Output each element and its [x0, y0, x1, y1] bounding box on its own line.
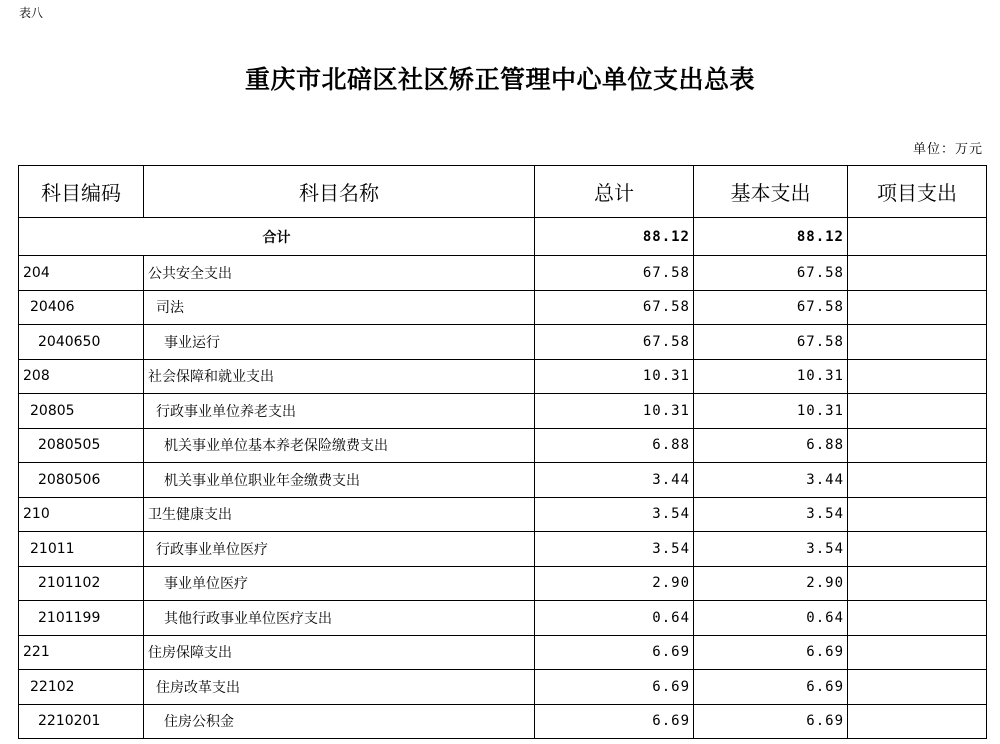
header-project: 项目支出 [848, 166, 987, 218]
cell-project [848, 428, 987, 463]
cell-code: 21011 [19, 532, 144, 567]
page-title: 重庆市北碚区社区矫正管理中心单位支出总表 [244, 65, 755, 94]
cell-code: 210 [19, 497, 144, 532]
table-row [19, 532, 987, 567]
cell-total: 6.69 [535, 704, 694, 739]
cell-basic: 6.69 [694, 670, 848, 705]
table-row [19, 566, 987, 601]
cell-total: 0.64 [535, 601, 694, 636]
cell-code: 2101102 [19, 566, 144, 601]
cell-total: 6.69 [535, 635, 694, 670]
table-row [19, 290, 987, 325]
cell-basic: 3.54 [694, 497, 848, 532]
cell-name: 公共安全支出 [144, 256, 535, 291]
cell-total: 67.58 [535, 290, 694, 325]
cell-name: 社会保障和就业支出 [144, 359, 535, 394]
cell-project [848, 497, 987, 532]
cell-basic: 0.64 [694, 601, 848, 636]
cell-basic: 10.31 [694, 394, 848, 429]
total-total: 88.12 [535, 218, 694, 256]
header-total: 总计 [535, 166, 694, 218]
total-row [19, 218, 987, 256]
cell-project [848, 532, 987, 567]
cell-basic: 3.44 [694, 463, 848, 498]
cell-project [848, 256, 987, 291]
cell-total: 67.58 [535, 256, 694, 291]
expenditure-table [18, 165, 987, 739]
table-number-label: 表八 [19, 6, 44, 20]
header-basic: 基本支出 [694, 166, 848, 218]
cell-code: 20406 [19, 290, 144, 325]
cell-name: 行政事业单位养老支出 [144, 394, 535, 429]
cell-total: 3.54 [535, 532, 694, 567]
cell-total: 6.69 [535, 670, 694, 705]
cell-name: 卫生健康支出 [144, 497, 535, 532]
cell-total: 2.90 [535, 566, 694, 601]
cell-name: 住房改革支出 [144, 670, 535, 705]
cell-project [848, 463, 987, 498]
cell-project [848, 704, 987, 739]
cell-total: 3.54 [535, 497, 694, 532]
cell-name: 事业单位医疗 [144, 566, 535, 601]
header-name: 科目名称 [144, 166, 535, 218]
cell-code: 2101199 [19, 601, 144, 636]
cell-code: 2080506 [19, 463, 144, 498]
cell-project [848, 290, 987, 325]
table-row [19, 463, 987, 498]
cell-basic: 6.69 [694, 635, 848, 670]
cell-project [848, 670, 987, 705]
cell-project [848, 325, 987, 360]
cell-name: 住房公积金 [144, 704, 535, 739]
cell-code: 208 [19, 359, 144, 394]
cell-code: 2080505 [19, 428, 144, 463]
cell-code: 2040650 [19, 325, 144, 360]
cell-code: 20805 [19, 394, 144, 429]
table-row [19, 256, 987, 291]
table-row [19, 601, 987, 636]
cell-name: 行政事业单位医疗 [144, 532, 535, 567]
cell-code: 2210201 [19, 704, 144, 739]
table-row [19, 325, 987, 360]
cell-code: 204 [19, 256, 144, 291]
cell-project [848, 359, 987, 394]
table-row [19, 428, 987, 463]
unit-label: 单位：万元 [912, 142, 983, 157]
cell-code: 22102 [19, 670, 144, 705]
cell-project [848, 635, 987, 670]
total-label: 合计 [19, 218, 535, 256]
cell-total: 10.31 [535, 359, 694, 394]
cell-total: 6.88 [535, 428, 694, 463]
table-row [19, 394, 987, 429]
cell-project [848, 601, 987, 636]
cell-name: 其他行政事业单位医疗支出 [144, 601, 535, 636]
table-row [19, 704, 987, 739]
cell-total: 3.44 [535, 463, 694, 498]
cell-basic: 67.58 [694, 256, 848, 291]
cell-basic: 3.54 [694, 532, 848, 567]
cell-name: 司法 [144, 290, 535, 325]
header-row [19, 166, 987, 218]
cell-total: 10.31 [535, 394, 694, 429]
cell-name: 机关事业单位职业年金缴费支出 [144, 463, 535, 498]
cell-basic: 2.90 [694, 566, 848, 601]
total-basic: 88.12 [694, 218, 848, 256]
cell-project [848, 394, 987, 429]
header-code: 科目编码 [19, 166, 144, 218]
cell-total: 67.58 [535, 325, 694, 360]
table-row [19, 497, 987, 532]
total-project [848, 218, 987, 256]
table-row [19, 670, 987, 705]
cell-basic: 6.69 [694, 704, 848, 739]
table-row [19, 635, 987, 670]
cell-basic: 6.88 [694, 428, 848, 463]
table-row [19, 359, 987, 394]
cell-basic: 10.31 [694, 359, 848, 394]
cell-basic: 67.58 [694, 290, 848, 325]
cell-name: 机关事业单位基本养老保险缴费支出 [144, 428, 535, 463]
cell-name: 住房保障支出 [144, 635, 535, 670]
cell-basic: 67.58 [694, 325, 848, 360]
cell-project [848, 566, 987, 601]
cell-name: 事业运行 [144, 325, 535, 360]
cell-code: 221 [19, 635, 144, 670]
